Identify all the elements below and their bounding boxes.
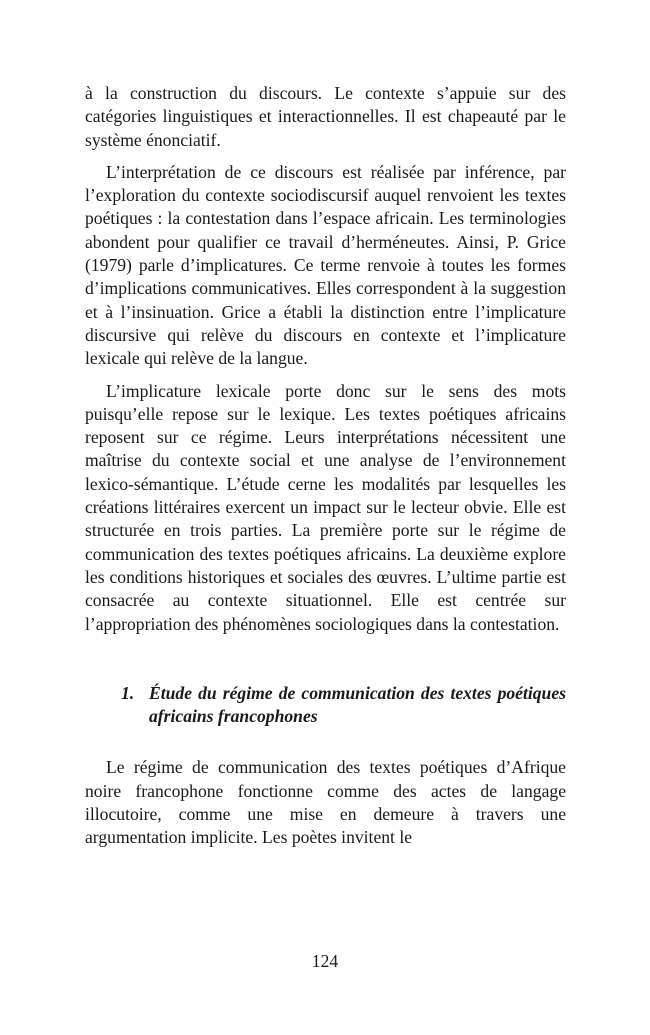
page-number: 124	[311, 951, 339, 971]
page-body	[85, 82, 566, 850]
section-heading-title: Étude du régime de communication des textes poétiques africains francophones	[149, 682, 566, 727]
paragraph-3: L’implicature lexicale porte donc sur le sens des mots puisqu’elle repose sur le lexique. Les textes poétiques africains reposent sur ce régime. Leurs interprétations nécessitent une maîtrise du contexte social et une analyse de l’environnement lexico-sémantique. L’étude cerne les modalités par lesquelles les créations littéraires exercent un impact sur le lecteur obvie. Elle est structurée en trois parties. La première porte sur le régime de communication des textes poétiques africains. La deuxième explore les conditions historiques et sociales des œuvres. L’ultime partie est consacrée au contexte situationnel. Elle est centrée sur l’appropriation des phénomènes sociologiques dans la contestation.	[85, 380, 566, 634]
paragraph-1: à la construction du discours. Le contexte s’appuie sur des catégories linguistiques et interactionnelles. Il est chapeauté par le système énonciatif.	[85, 83, 566, 150]
section-heading-number: 1.	[121, 682, 135, 703]
paragraph-2: L’interprétation de ce discours est réalisée par inférence, par l’exploration du contexte sociodiscursif auquel renvoient les textes poétiques : la contestation dans l’espace africain. Les terminologies abondent pour qualifier ce travail d’herméneutes. Ainsi, P. Grice (1979) parle d’implicatures. Ce terme renvoie à toutes les formes d’implications communicatives. Elles correspondent à la suggestion et à l’insinuation. Grice a établi la distinction entre l’implicature discursive qui relève du discours en contexte et l’implicature lexicale qui relève de la langue.	[85, 161, 566, 369]
paragraph-4: Le régime de communication des textes poétiques d’Afrique noire francophone fonctionne comme des actes de langage illocutoire, comme une mise en demeure à travers une argumentation implicite. Les poètes invitent le	[85, 757, 566, 848]
section-heading	[85, 682, 566, 729]
